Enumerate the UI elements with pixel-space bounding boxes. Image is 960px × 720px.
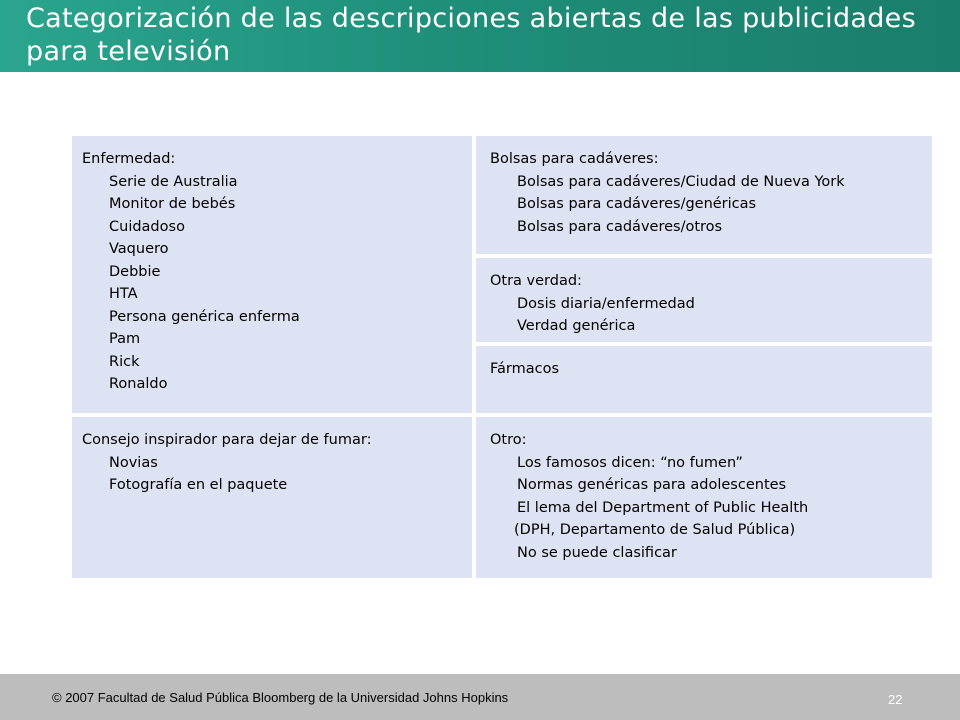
list-item: Fotografía en el paquete <box>109 477 288 493</box>
cell-heading: Otro: <box>490 432 527 448</box>
list-item: Serie de Australia <box>109 173 238 190</box>
cell-consejo-inspirador <box>72 417 472 578</box>
list-item: Vaquero <box>109 241 169 257</box>
list-item: El lema del Department of Public Health <box>517 499 809 516</box>
cell-otro <box>476 417 932 578</box>
list-item: (DPH, Departamento de Salud Pública) <box>514 522 796 538</box>
category-table <box>72 136 932 578</box>
item-list <box>82 171 472 396</box>
item-list <box>490 293 932 338</box>
cell-enfermedad <box>72 136 472 413</box>
list-item: Bolsas para cadáveres/genéricas <box>517 196 757 212</box>
list-item: Normas genéricas para adolescentes <box>517 477 787 493</box>
list-item: Monitor de bebés <box>109 196 236 212</box>
list-item: Bolsas para cadáveres/otros <box>517 218 723 235</box>
list-item: Dosis diaria/enfermedad <box>517 295 695 312</box>
cell-bolsas-cadaveres <box>476 136 932 254</box>
list-item: Debbie <box>109 263 161 280</box>
cell-farmacos <box>476 346 932 413</box>
list-item: Novias <box>109 454 158 471</box>
slide-title: Categorización de las descripciones abiertas de las publicidades para televisión <box>26 3 916 67</box>
item-list <box>490 171 932 239</box>
copyright-text: © 2007 Facultad de Salud Pública Bloomberg de la Universidad Johns Hopkins <box>52 690 509 705</box>
list-item: Ronaldo <box>109 376 168 392</box>
list-item: Verdad genérica <box>517 318 636 334</box>
list-item: Persona genérica enferma <box>109 308 300 325</box>
cell-heading: Enfermedad: <box>82 151 176 167</box>
title-bar <box>0 0 960 72</box>
list-item: HTA <box>109 286 138 302</box>
cell-heading: Bolsas para cadáveres: <box>490 151 659 167</box>
list-item: Pam <box>109 331 141 347</box>
list-item: Los famosos dicen: “no fumen” <box>517 454 743 471</box>
cell-heading: Fármacos <box>490 361 560 377</box>
list-item: Bolsas para cadáveres/Ciudad de Nueva York <box>517 173 845 190</box>
footer-bar <box>0 674 960 720</box>
cell-heading: Consejo inspirador para dejar de fumar: <box>82 432 372 448</box>
list-item: Rick <box>109 353 140 370</box>
cell-heading: Otra verdad: <box>490 273 582 289</box>
list-item: No se puede clasificar <box>517 544 677 561</box>
page-number: 22 <box>888 692 903 707</box>
cell-otra-verdad <box>476 258 932 342</box>
item-list <box>490 452 932 565</box>
list-item: Cuidadoso <box>109 218 185 235</box>
item-list <box>82 452 472 497</box>
